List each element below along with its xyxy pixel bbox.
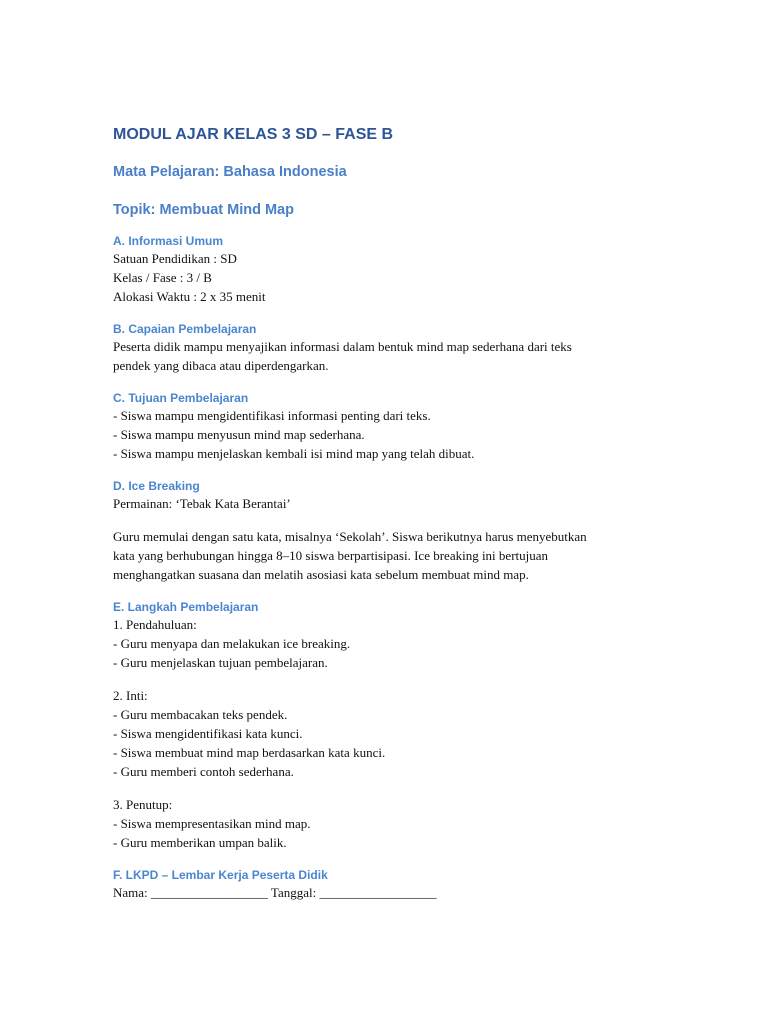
objective-item: - Siswa mampu mengidentifikasi informasi penting dari teks. xyxy=(113,408,431,423)
objective-item: - Siswa mampu menyusun mind map sederhana. xyxy=(113,427,365,442)
info-class-phase: Kelas / Fase : 3 / B xyxy=(113,270,212,285)
ice-breaking-paragraph-line: Guru memulai dengan satu kata, misalnya ‘Sekolah’. Siswa berikutnya harus menyebutkan xyxy=(113,529,587,544)
info-time-allocation: Alokasi Waktu : 2 x 35 menit xyxy=(113,289,266,304)
step-title-closing: 3. Penutup: xyxy=(113,797,173,812)
step-item: - Siswa mengidentifikasi kata kunci. xyxy=(113,726,303,741)
section-a-heading: A. Informasi Umum xyxy=(113,234,224,248)
topic-heading: Topik: Membuat Mind Map xyxy=(113,202,294,218)
step-item: - Guru memberi contoh sederhana. xyxy=(113,764,294,779)
step-item: - Siswa mempresentasikan mind map. xyxy=(113,816,311,831)
worksheet-name-date-line: Nama: __________________ Tanggal: __________________ xyxy=(113,885,437,900)
section-d-heading: D. Ice Breaking xyxy=(113,479,200,493)
learning-outcome-line: Peserta didik mampu menyajikan informasi dalam bentuk mind map sederhana dari teks xyxy=(113,339,572,354)
ice-breaking-game: Permainan: ‘Tebak Kata Berantai’ xyxy=(113,496,291,511)
ice-breaking-paragraph-line: menghangatkan suasana dan melatih asosiasi kata sebelum membuat mind map. xyxy=(113,567,529,582)
objective-item: - Siswa mampu menjelaskan kembali isi mind map yang telah dibuat. xyxy=(113,446,475,461)
step-item: - Siswa membuat mind map berdasarkan kata kunci. xyxy=(113,745,386,760)
ice-breaking-paragraph-line: kata yang berhubungan hingga 8–10 siswa berpartisipasi. Ice breaking ini bertujuan xyxy=(113,548,549,563)
section-b-heading: B. Capaian Pembelajaran xyxy=(113,322,257,336)
step-item: - Guru memberikan umpan balik. xyxy=(113,835,287,850)
step-item: - Guru membacakan teks pendek. xyxy=(113,707,288,722)
section-c-heading: C. Tujuan Pembelajaran xyxy=(113,391,249,405)
step-item: - Guru menyapa dan melakukan ice breaking. xyxy=(113,636,351,651)
document-page xyxy=(113,124,653,902)
step-title-introduction: 1. Pendahuluan: xyxy=(113,617,197,632)
step-item: - Guru menjelaskan tujuan pembelajaran. xyxy=(113,655,328,670)
section-e-heading: E. Langkah Pembelajaran xyxy=(113,600,259,614)
subject-heading: Mata Pelajaran: Bahasa Indonesia xyxy=(113,164,347,180)
section-f-heading: F. LKPD – Lembar Kerja Peserta Didik xyxy=(113,868,328,882)
step-title-core: 2. Inti: xyxy=(113,688,148,703)
info-school-unit: Satuan Pendidikan : SD xyxy=(113,251,237,266)
learning-outcome-line: pendek yang dibaca atau diperdengarkan. xyxy=(113,358,329,373)
document-title: MODUL AJAR KELAS 3 SD – FASE B xyxy=(113,126,394,143)
